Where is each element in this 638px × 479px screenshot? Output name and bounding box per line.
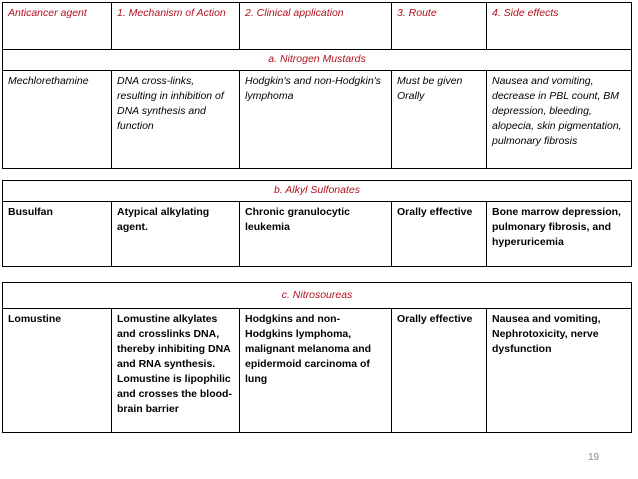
agent-cell: Busulfan (3, 202, 112, 267)
clinical-cell: Hodgkins and non-Hodgkins lymphoma, malignant melanoma and epidermoid carcinoma of lung (240, 309, 392, 433)
mechanism-cell: Atypical alkylating agent. (112, 202, 240, 267)
side-effects-cell: Bone marrow depression, pulmonary fibrosis, and hyperuricemia (487, 202, 632, 267)
route-cell: Orally effective (392, 202, 487, 267)
header-side-effects: 4. Side effects (487, 3, 632, 50)
side-effects-cell: Nausea and vomiting, Nephrotoxicity, nerve dysfunction (487, 309, 632, 433)
header-row (3, 3, 632, 50)
table-row (3, 309, 632, 433)
table-row (3, 202, 632, 267)
category-row (3, 283, 632, 309)
mechanism-cell: Lomustine alkylates and crosslinks DNA, thereby inhibiting DNA and RNA synthesis. Lomustine is lipophilic and crosses the blood-brain barrier (112, 309, 240, 433)
category-row (3, 181, 632, 202)
header-route: 3. Route (392, 3, 487, 50)
clinical-cell: Chronic granulocytic leukemia (240, 202, 392, 267)
nitrogen-mustards-table (2, 2, 632, 169)
clinical-cell: Hodgkin's and non-Hodgkin's lymphoma (240, 71, 392, 169)
header-mechanism: 1. Mechanism of Action (112, 3, 240, 50)
route-cell: Must be given Orally (392, 71, 487, 169)
mechanism-cell: DNA cross-links, resulting in inhibition of DNA synthesis and function (112, 71, 240, 169)
page-number: 19 (588, 452, 600, 463)
header-clinical-application: 2. Clinical application (240, 3, 392, 50)
nitrosoureas-table (2, 282, 632, 433)
route-cell: Orally effective (392, 309, 487, 433)
side-effects-cell: Nausea and vomiting, decrease in PBL count, BM depression, bleeding, alopecia, skin pigmentation, pulmonary fibrosis (487, 71, 632, 169)
agent-cell: Mechlorethamine (3, 71, 112, 169)
category-alkyl-sulfonates: b. Alkyl Sulfonates (3, 181, 632, 202)
agent-cell: Lomustine (3, 309, 112, 433)
category-nitrogen-mustards: a. Nitrogen Mustards (3, 50, 632, 71)
header-anticancer-agent: Anticancer agent (3, 3, 112, 50)
table-row (3, 71, 632, 169)
alkyl-sulfonates-table (2, 180, 632, 267)
category-row (3, 50, 632, 71)
category-nitrosoureas: c. Nitrosoureas (3, 283, 632, 309)
